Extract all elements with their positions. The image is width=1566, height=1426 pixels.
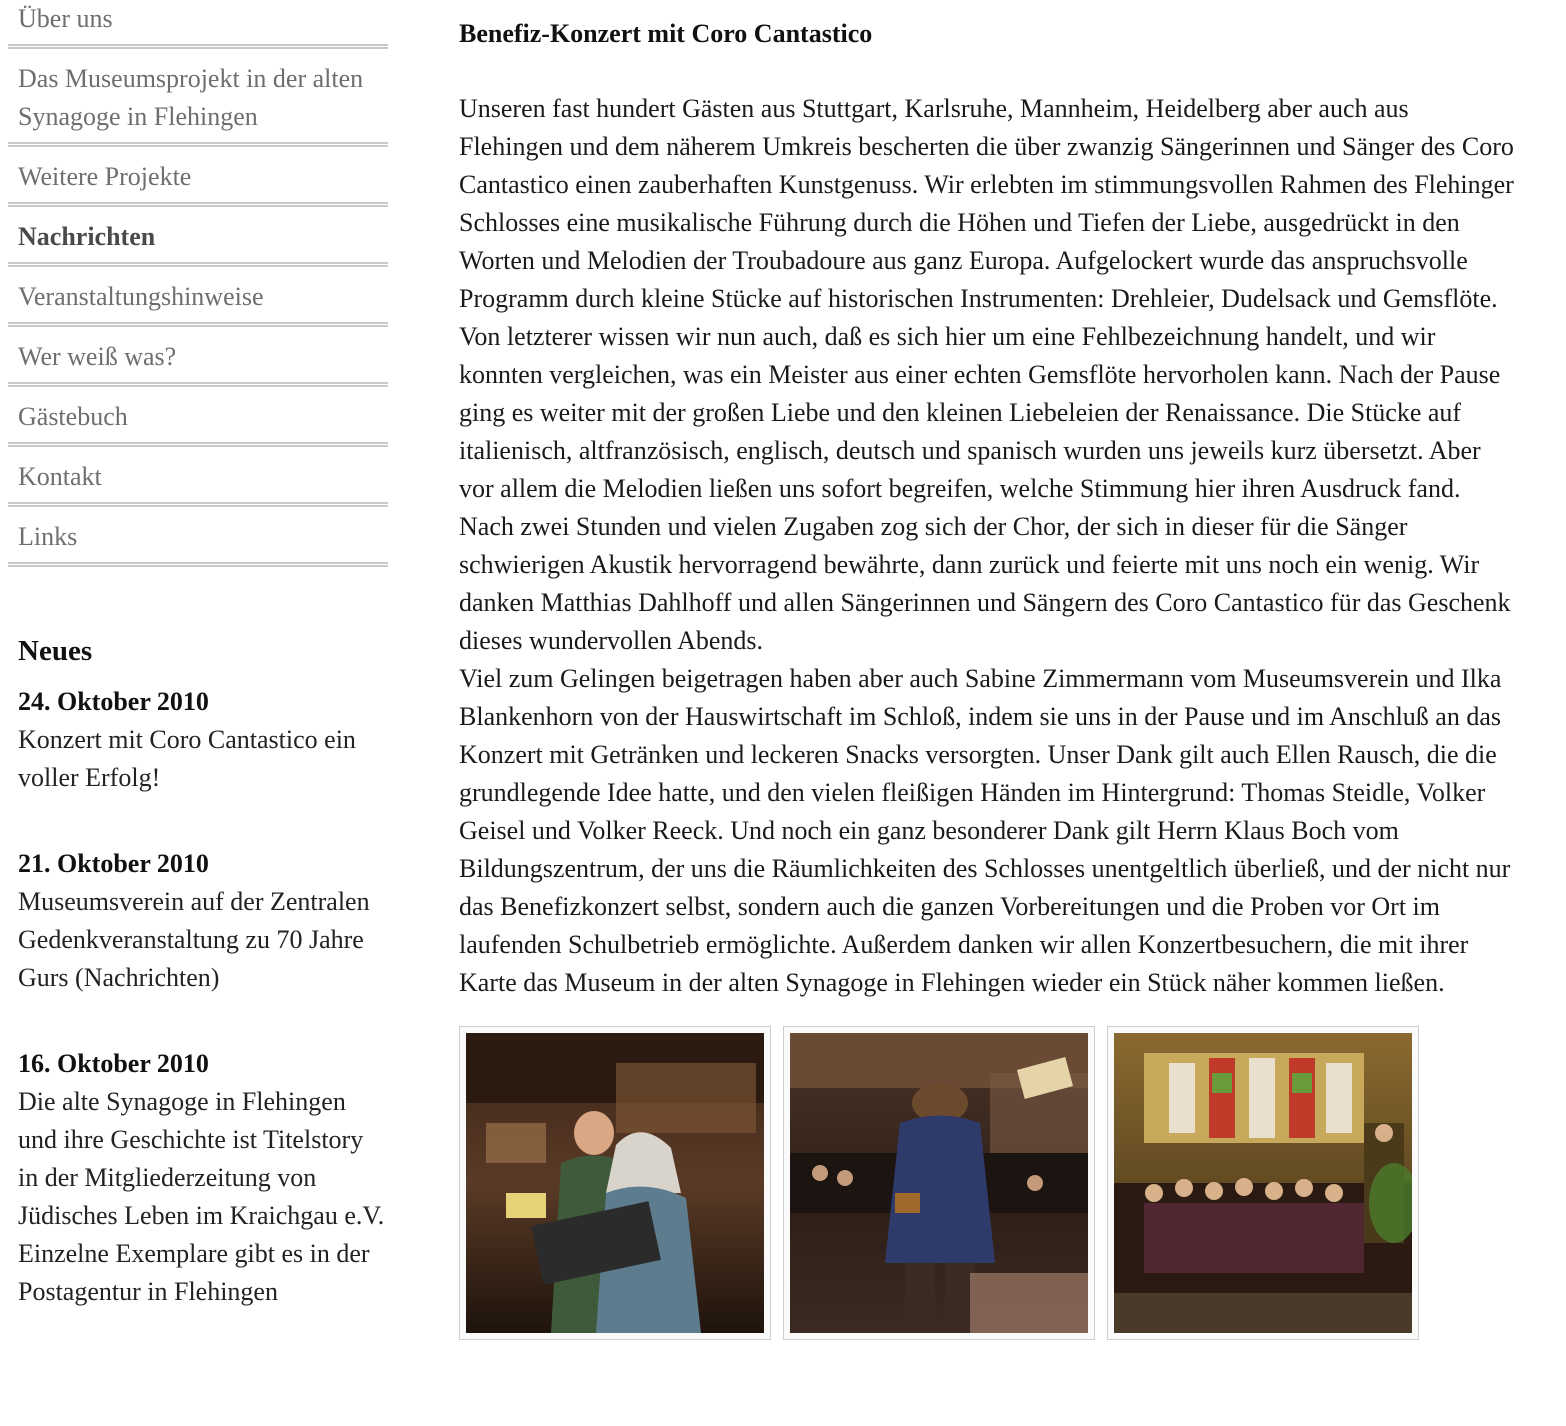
concert-photo-singers bbox=[466, 1033, 764, 1333]
news-date: 21. Oktober 2010 bbox=[18, 849, 209, 878]
concert-photo-choir bbox=[1114, 1033, 1412, 1333]
article-paragraph: Unseren fast hundert Gästen aus Stuttgart, Karlsruhe, Mannheim, Heidelberg aber auch aus Flehingen und dem näherem Umkreis bescherten die über zwanzig Sängerinnen und Sänger des Coro Cantastico einen zauberhaften Kunstgenuss. Wir erlebten im stimmungsvollen Rahmen des Flehinger Schlosses eine musikalische Führung durch die Höhen und Tiefen der Liebe, ausgedrückt in den Worten und Melodien der Troubadoure aus ganz Europa. Aufgelockert wurde das anspruchsvolle Programm durch kleine Stücke auf historischen Instrumenten: Drehleier, Dudelsack und Gemsflöte. Von letzterer wissen wir nun auch, daß es sich hier um eine Fehlbezeichnung handelt, und wir konnten vergleichen, was ein Meister aus einer echten Gemsflöte hervorholen kann. Nach der Pause ging es weiter mit der großen Liebe und den kleinen Liebeleien der Renaissance. Die Stücke auf italienisch, altfranzösisch, englisch, deutsch und spanisch wurden uns jeweils kurz übersetzt. Aber vor allem die Melodien ließen uns sofort begreifen, welche Stimmung hier ihren Ausdruck fand. bbox=[459, 94, 1514, 503]
nav-item-ueber-uns[interactable]: Über uns bbox=[8, 0, 388, 49]
gallery-photo[interactable] bbox=[783, 1026, 1095, 1340]
nav-item-veranstaltungshinweise[interactable]: Veranstaltungshinweise bbox=[8, 275, 388, 327]
news-entry bbox=[18, 1045, 386, 1311]
nav-item-links[interactable]: Links bbox=[8, 515, 388, 567]
news-text[interactable]: Konzert mit Coro Cantastico ein voller Erfolg! bbox=[18, 725, 356, 792]
gallery-photo[interactable] bbox=[459, 1026, 771, 1340]
news-section bbox=[8, 631, 386, 1311]
news-heading: Neues bbox=[18, 635, 93, 667]
news-date: 24. Oktober 2010 bbox=[18, 687, 209, 716]
article-paragraph: Nach zwei Stunden und vielen Zugaben zog sich der Chor, der sich in dieser für die Sänger schwierigen Akustik hervorragend bewährte, dann zurück und feierte mit uns noch ein wenig. Wir danken Matthias Dahlhoff und allen Sängerinnen und Sängern des Coro Cantastico für das Geschenk dieses wundervollen Abends. bbox=[459, 512, 1511, 655]
news-text[interactable]: Museumsverein auf der Zentralen Gedenkveranstaltung zu 70 Jahre Gurs (Nachrichten) bbox=[18, 887, 370, 992]
nav-item-weitere-projekte[interactable]: Weitere Projekte bbox=[8, 155, 388, 207]
article bbox=[459, 14, 1519, 1340]
nav-item-nachrichten[interactable]: Nachrichten bbox=[8, 215, 388, 267]
article-body bbox=[459, 90, 1519, 1002]
sidebar bbox=[8, 0, 388, 1359]
news-entry bbox=[18, 845, 386, 997]
gallery-photo[interactable] bbox=[1107, 1026, 1419, 1340]
nav-item-museumsprojekt[interactable]: Das Museumsprojekt in der alten Synagoge in Flehingen bbox=[8, 57, 388, 147]
nav-item-gaestebuch[interactable]: Gästebuch bbox=[8, 395, 388, 447]
news-date: 16. Oktober 2010 bbox=[18, 1049, 209, 1078]
nav-item-kontakt[interactable]: Kontakt bbox=[8, 455, 388, 507]
article-paragraph: Viel zum Gelingen beigetragen haben aber auch Sabine Zimmermann vom Museumsverein und Ilka Blankenhorn von der Hauswirtschaft im Schloß, indem sie uns in der Pause und im Anschluß an das Konzert mit Getränken und leckeren Snacks versorgten. Unser Dank gilt auch Ellen Rausch, die die grundlegende Idee hatte, und den vielen fleißigen Händen im Hintergrund: Thomas Steidle, Volker Geisel und Volker Reeck. Und noch ein ganz besonderer Dank gilt Herrn Klaus Boch vom Bildungszentrum, der uns die Räumlichkeiten des Schlosses unentgeltlich überließ, und der nicht nur das Benefizkonzert selbst, sondern auch die ganzen Vorbereitungen und die Proben vor Ort im laufenden Schulbetrieb ermöglichte. Außerdem danken wir allen Konzertbesuchern, die mit ihrer Karte das Museum in der alten Synagoge in Flehingen wieder ein Stück näher kommen ließen. bbox=[459, 664, 1511, 997]
photo-gallery bbox=[459, 1026, 1519, 1340]
article-title: Benefiz-Konzert mit Coro Cantastico bbox=[459, 19, 873, 48]
news-entry bbox=[18, 683, 386, 797]
news-text[interactable]: Die alte Synagoge in Flehingen und ihre Geschichte ist Titelstory in der Mitgliederzeitung von Jüdisches Leben im Kraichgau e.V. bbox=[18, 1087, 385, 1230]
news-text-continued: Einzelne Exemplare gibt es in der Postagentur in Flehingen bbox=[18, 1239, 370, 1306]
main-navigation bbox=[8, 0, 388, 567]
nav-item-wer-weiss-was[interactable]: Wer weiß was? bbox=[8, 335, 388, 387]
concert-photo-musician bbox=[790, 1033, 1088, 1333]
